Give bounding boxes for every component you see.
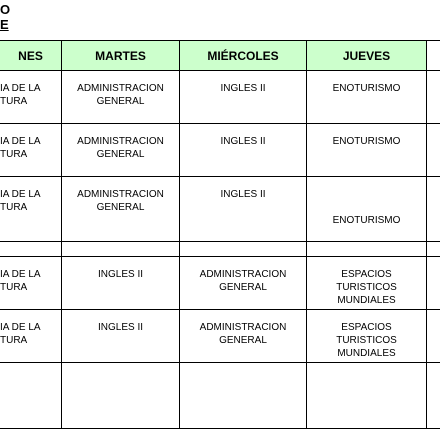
cell-martes-row-5 (62, 257, 180, 310)
cell-martes-row-6 (62, 310, 180, 363)
cell-text-line: IA DE LA (0, 83, 41, 94)
header-extra (427, 40, 440, 71)
cell-jueves-row-1 (307, 71, 427, 124)
cell-text-line (307, 188, 426, 201)
cell-jueves-row-3 (307, 177, 427, 242)
cell-text-line: TURISTICOS (336, 335, 397, 346)
cell-extra-row-2 (427, 124, 440, 177)
cell-text-line: GENERAL (96, 96, 145, 107)
cell-text-line: ENOTURISMO (332, 83, 401, 94)
header-miercoles: MIÉRCOLES (180, 40, 307, 71)
cell-miercoles-row-2 (180, 124, 307, 177)
cell-text-line: INGLES II (220, 136, 266, 147)
cell-miercoles-row-7 (180, 363, 307, 429)
cell-text-line: ESPACIOS (341, 269, 392, 280)
cell-lunes-row-3 (0, 177, 62, 242)
cell-martes-row-2 (62, 124, 180, 177)
cell-extra-row-1 (427, 71, 440, 124)
cell-lunes-row-7 (0, 363, 62, 429)
cell-extra-row-3 (427, 177, 440, 242)
cell-text-line: GENERAL (219, 282, 267, 293)
cell-text-line: TURISTICOS (336, 282, 397, 293)
cell-text-line: TURA (0, 202, 28, 213)
cell-jueves-row-2 (307, 124, 427, 177)
cell-jueves-row-6 (307, 310, 427, 363)
cell-extra-row-4 (427, 242, 440, 257)
title-line-1: O (0, 2, 11, 17)
cell-text-line: MUNDIALES (337, 295, 396, 306)
cell-text-line: ESPACIOS (341, 322, 392, 333)
cell-text-line: TURA (0, 149, 28, 160)
cell-text-line: INGLES II (220, 83, 266, 94)
cell-lunes-row-1 (0, 71, 62, 124)
cell-text-line: ADMINISTRACION (199, 322, 287, 333)
cell-text-line: TURA (0, 335, 28, 346)
cell-lunes-row-2 (0, 124, 62, 177)
cell-text-line: ADMINISTRACION (77, 83, 164, 94)
cell-miercoles-row-6 (180, 310, 307, 363)
cell-text-line: ADMINISTRACION (199, 269, 287, 280)
cell-text-line: GENERAL (96, 202, 145, 213)
cell-lunes-row-4 (0, 242, 62, 257)
cell-text-line: IA DE LA (0, 189, 41, 200)
cell-martes-row-1 (62, 71, 180, 124)
schedule-title (0, 2, 10, 32)
cell-jueves-row-7 (307, 363, 427, 429)
cell-text-line: GENERAL (219, 335, 267, 346)
title-line-2: E (0, 17, 9, 32)
cell-extra-row-5 (427, 257, 440, 310)
header-jueves: JUEVES (307, 40, 427, 71)
cell-text-line: ADMINISTRACION (77, 189, 164, 200)
cell-miercoles-row-5 (180, 257, 307, 310)
cell-miercoles-row-4 (180, 242, 307, 257)
header-martes: MARTES (62, 40, 180, 71)
cell-jueves-row-5 (307, 257, 427, 310)
cell-martes-row-7 (62, 363, 180, 429)
cell-lunes-row-5 (0, 257, 62, 310)
cell-text-line: GENERAL (96, 149, 145, 160)
cell-martes-row-3 (62, 177, 180, 242)
cell-text-line: IA DE LA (0, 322, 41, 333)
cell-text-line: ADMINISTRACION (77, 136, 164, 147)
cell-lunes-row-6 (0, 310, 62, 363)
cell-text-line: INGLES II (97, 322, 143, 333)
cell-text-line: INGLES II (220, 189, 266, 200)
cell-text-line: TURA (0, 96, 28, 107)
cell-text-line: ENOTURISMO (332, 136, 401, 147)
cell-text-line: MUNDIALES (337, 348, 396, 359)
header-lunes: NES (0, 40, 62, 71)
cell-text-line (307, 201, 426, 214)
cell-martes-row-4 (62, 242, 180, 257)
cell-miercoles-row-1 (180, 71, 307, 124)
cell-text-line: IA DE LA (0, 269, 41, 280)
cell-extra-row-6 (427, 310, 440, 363)
cell-miercoles-row-3 (180, 177, 307, 242)
cell-text-line: IA DE LA (0, 136, 41, 147)
cell-extra-row-7 (427, 363, 440, 429)
cell-text-line: INGLES II (97, 269, 143, 280)
cell-text-line: ENOTURISMO (332, 215, 401, 226)
cell-jueves-row-4 (307, 242, 427, 257)
cell-text-line: TURA (0, 282, 28, 293)
